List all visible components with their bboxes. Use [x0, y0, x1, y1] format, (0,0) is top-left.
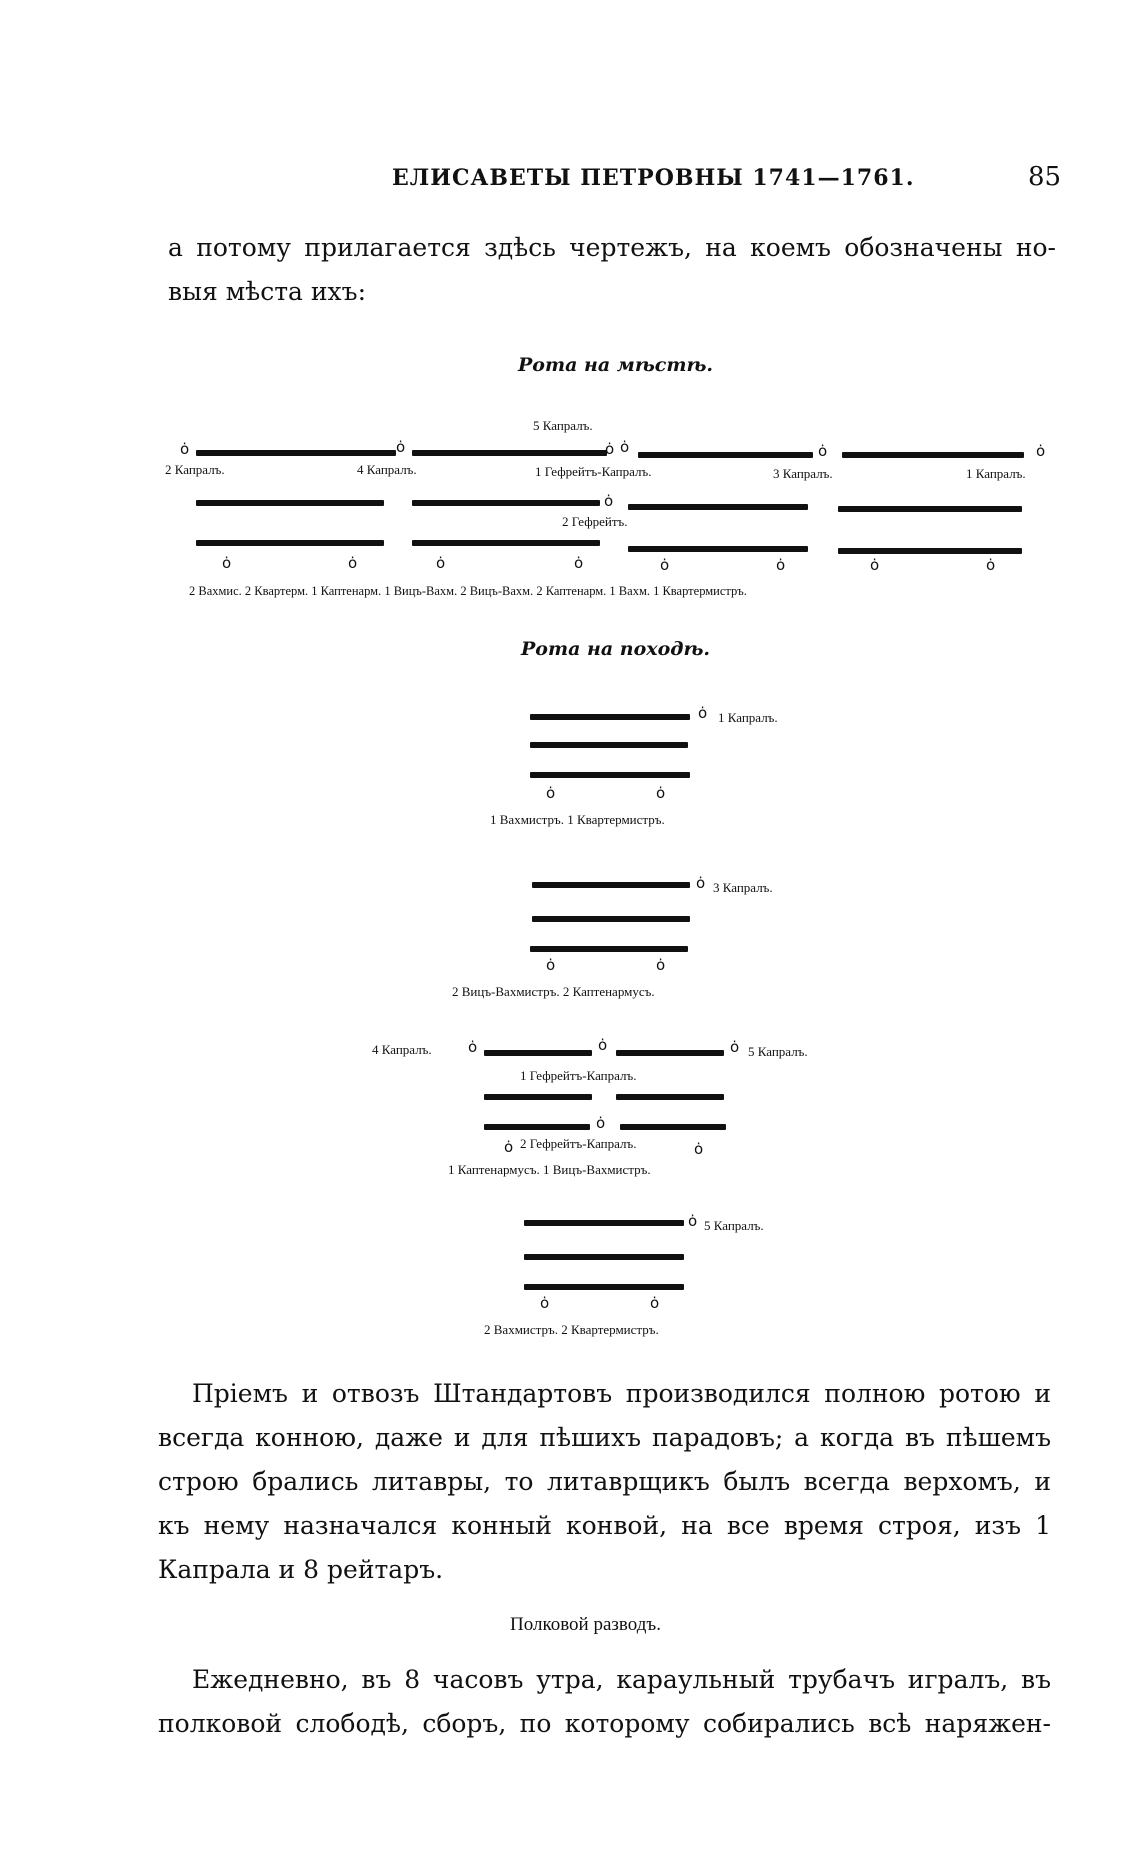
- rank-line: [484, 1094, 592, 1100]
- rank-line: [620, 1124, 726, 1130]
- paragraph: [158, 1372, 1051, 1592]
- trooper-marker: ȯ: [688, 1212, 698, 1230]
- rank-line: [628, 546, 808, 552]
- paragraph-line: Пріемъ и отвозъ Штандартовъ производился полною ротою и: [192, 1379, 1051, 1408]
- intro-line: выя мѣста ихъ:: [168, 277, 366, 306]
- rank-line: [484, 1050, 592, 1056]
- trooper-marker: ȯ: [596, 1114, 606, 1132]
- label-corporal-3: 3 Капралъ.: [773, 466, 833, 481]
- trooper-marker: ȯ: [180, 440, 190, 458]
- rank-line: [530, 946, 688, 952]
- paragraph-line: Капрала и 8 рейтаръ.: [158, 1555, 444, 1584]
- rank-line: [524, 1220, 684, 1226]
- trooper-marker: ȯ: [818, 442, 828, 460]
- trooper-marker: ȯ: [730, 1038, 740, 1056]
- running-header: ЕЛИСАВЕТЫ ПЕТРОВНЫ 1741—1761.: [392, 165, 915, 191]
- rank-line: [530, 742, 688, 748]
- label-gefreit-corporal-1: 1 Гефрейтъ-Капралъ.: [535, 464, 652, 479]
- rank-line: [524, 1284, 684, 1290]
- trooper-marker: ȯ: [574, 554, 584, 572]
- paragraph-line: къ нему назначался конный конвой, на все время строя, изъ 1: [158, 1511, 1051, 1540]
- label-march-g3-bottom: 1 Каптенармусъ. 1 Вицъ-Вахмистръ.: [448, 1162, 651, 1177]
- trooper-marker: ȯ: [986, 556, 996, 574]
- rank-line: [628, 504, 808, 510]
- intro-text: [168, 226, 1056, 314]
- trooper-marker: ȯ: [870, 556, 880, 574]
- label-march-g2-bottom: 2 Вицъ-Вахмистръ. 2 Каптенармусъ.: [452, 984, 655, 999]
- label-corporal-5: 5 Капралъ.: [704, 1218, 764, 1233]
- rank-line: [838, 548, 1022, 554]
- label-corporal-3: 3 Капралъ.: [713, 880, 773, 895]
- rank-line: [196, 450, 396, 456]
- section-heading: Полковой разводъ.: [510, 1614, 661, 1635]
- rank-line: [412, 450, 607, 456]
- rank-line: [530, 714, 690, 720]
- label-march-g1-bottom: 1 Вахмистръ. 1 Квартермистръ.: [490, 812, 665, 827]
- diagram-caption: Рота на мѣстѣ.: [518, 354, 714, 376]
- rank-line: [532, 882, 690, 888]
- label-march-g4-bottom: 2 Вахмистръ. 2 Квартермистръ.: [484, 1322, 659, 1337]
- label-gefreit-corporal-2: 2 Гефрейтъ-Капралъ.: [520, 1136, 637, 1151]
- paragraph-line: всегда конною, даже и для пѣшихъ парадовъ; а когда въ пѣшемъ: [158, 1423, 1051, 1452]
- trooper-marker: ȯ: [694, 1140, 704, 1158]
- rank-line: [530, 772, 690, 778]
- label-corporal-5: 5 Капралъ.: [748, 1044, 808, 1059]
- paragraph-line: Ежедневно, въ 8 часовъ утра, караульный трубачъ игралъ, въ: [192, 1665, 1051, 1694]
- trooper-marker: ȯ: [598, 1036, 608, 1054]
- paragraph: [158, 1658, 1051, 1746]
- label-gefreit-2: 2 Гефрейтъ.: [562, 514, 628, 529]
- rank-line: [196, 500, 384, 506]
- trooper-marker: ȯ: [620, 438, 630, 456]
- label-bottom-ranks: 2 Вахмис. 2 Квартерм. 1 Каптенарм. 1 Вицъ-Вахм. 2 Вицъ-Вахм. 2 Каптенарм. 1 Вахм. 1 Квартермистръ.: [189, 584, 747, 598]
- trooper-marker: ȯ: [656, 784, 666, 802]
- trooper-marker: ȯ: [1036, 442, 1046, 460]
- rank-line: [616, 1094, 724, 1100]
- trooper-marker: ȯ: [348, 554, 358, 572]
- label-corporal-4: 4 Капралъ.: [357, 462, 417, 477]
- trooper-marker: ȯ: [504, 1138, 514, 1156]
- label-corporal-1: 1 Капралъ.: [966, 466, 1026, 481]
- rank-line: [484, 1124, 590, 1130]
- trooper-marker: ȯ: [222, 554, 232, 572]
- trooper-marker: ȯ: [660, 556, 670, 574]
- label-corporal-5: 5 Капралъ.: [533, 418, 593, 433]
- diagram-caption: Рота на походѣ.: [521, 638, 711, 660]
- trooper-marker: ȯ: [656, 956, 666, 974]
- trooper-marker: ȯ: [396, 438, 406, 456]
- rank-line: [532, 916, 690, 922]
- rank-line: [196, 540, 384, 546]
- trooper-marker: ȯ: [468, 1038, 478, 1056]
- paragraph-line: полковой слободѣ, сборъ, по которому собирались всѣ наряжен-: [158, 1709, 1051, 1738]
- trooper-marker: ȯ: [698, 704, 708, 722]
- label-corporal-1: 1 Капралъ.: [718, 710, 778, 725]
- trooper-marker: ȯ: [605, 440, 615, 458]
- label-gefreit-corporal-1: 1 Гефрейтъ-Капралъ.: [520, 1068, 637, 1083]
- trooper-marker: ȯ: [776, 556, 786, 574]
- rank-line: [638, 452, 813, 458]
- trooper-marker: ȯ: [546, 784, 556, 802]
- trooper-marker: ȯ: [604, 492, 614, 510]
- trooper-marker: ȯ: [650, 1294, 660, 1312]
- paragraph-line: строю брались литавры, то литаврщикъ былъ всегда верхомъ, и: [158, 1467, 1051, 1496]
- rank-line: [616, 1050, 724, 1056]
- rank-line: [412, 500, 600, 506]
- rank-line: [838, 506, 1022, 512]
- intro-line: а потому прилагается здѣсь чертежъ, на коемъ обозначены но-: [168, 233, 1056, 262]
- trooper-marker: ȯ: [540, 1294, 550, 1312]
- label-corporal-4: 4 Капралъ.: [372, 1042, 432, 1057]
- label-corporal-2: 2 Капралъ.: [165, 462, 225, 477]
- trooper-marker: ȯ: [546, 956, 556, 974]
- rank-line: [524, 1254, 684, 1260]
- rank-line: [842, 452, 1024, 458]
- trooper-marker: ȯ: [696, 874, 706, 892]
- rank-line: [412, 540, 600, 546]
- page-number: 85: [1028, 162, 1062, 192]
- trooper-marker: ȯ: [436, 554, 446, 572]
